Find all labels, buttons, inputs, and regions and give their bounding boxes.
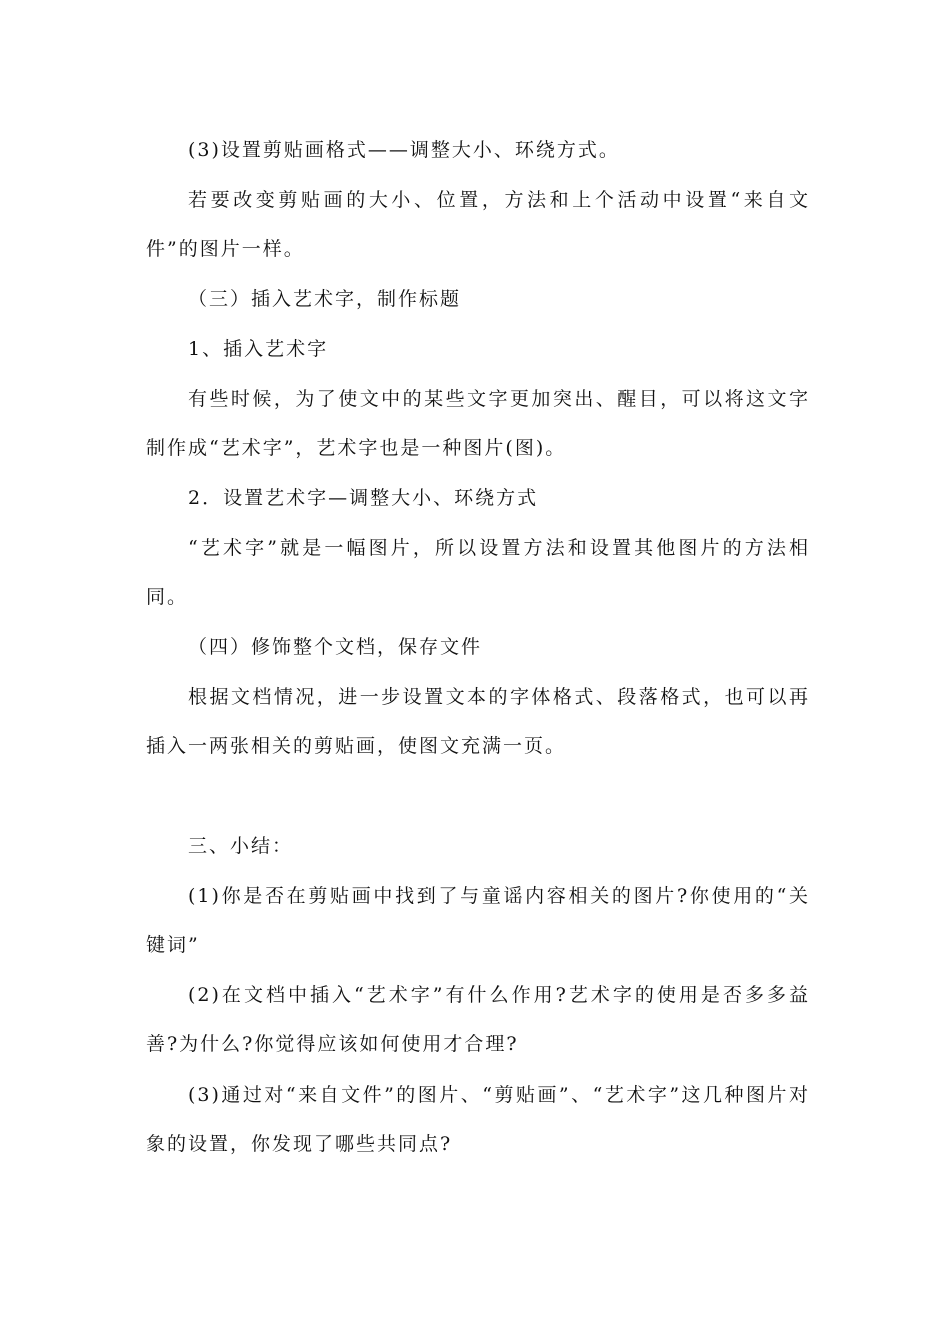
summary-question-3: (3)通过对“来自文件”的图片、“剪贴画”、“艺术字”这几种图片对象的设置，你发现了哪些共同点?: [146, 1084, 810, 1155]
paragraph-clipart-format: (3)设置剪贴画格式——调整大小、环绕方式。: [188, 139, 620, 161]
heading-insert-wordart: （三）插入艺术字，制作标题: [188, 288, 462, 310]
paragraph-clipart-resize: 若要改变剪贴画的大小、位置，方法和上个活动中设置“来自文件”的图片一样。: [146, 189, 810, 260]
paragraph-wordart-picture: “艺术字”就是一幅图片，所以设置方法和设置其他图片的方法相同。: [146, 537, 810, 608]
heading-summary: 三、小结：: [188, 835, 294, 857]
subheading-insert-wordart: 1、插入艺术字: [188, 338, 329, 360]
paragraph-decorate-details: 根据文档情况，进一步设置文本的字体格式、段落格式，也可以再插入一两张相关的剪贴画，使图文充满一页。: [146, 686, 810, 757]
subheading-set-wordart: 2．设置艺术字—调整大小、环绕方式: [188, 487, 539, 509]
summary-question-1: (1)你是否在剪贴画中找到了与童谣内容相关的图片?你使用的“关键词”: [146, 885, 810, 956]
heading-decorate-document: （四）修饰整个文档，保存文件: [188, 636, 483, 658]
paragraph-wordart-intro: 有些时候，为了使文中的某些文字更加突出、醒目，可以将这文字制作成“艺术字”，艺术字也是一种图片(图)。: [146, 388, 810, 459]
summary-question-2: (2)在文档中插入“艺术字”有什么作用?艺术字的使用是否多多益善?为什么?你觉得应该如何使用才合理?: [146, 984, 810, 1055]
